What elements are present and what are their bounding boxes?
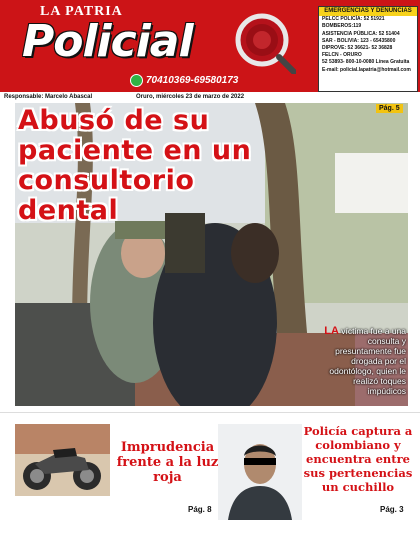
emergency-line: E-mail: policial.lapatria@hotmail.com (322, 66, 411, 73)
story-right-headline: Policía captura a colombiano y encuentra entre sus pertenencias un cuchillo (303, 424, 413, 494)
suspect-photo (218, 424, 302, 520)
story-left-page: Pág. 8 (188, 505, 212, 514)
info-bar (0, 92, 420, 103)
story-right-page: Pág. 3 (380, 505, 404, 514)
main-headline: Abusó de su paciente en un consultorio dental (18, 105, 252, 226)
magnifying-glass-icon (232, 10, 296, 74)
emergency-line: SAR - BOLIVIA: 123 - 65435800 (322, 37, 396, 44)
whatsapp-icon (130, 74, 143, 87)
emergency-line: BOMBEROS:119 (322, 23, 362, 30)
brand-logo-text: Policial (22, 16, 193, 67)
main-page-badge: Pág. 5 (376, 104, 403, 113)
responsible-label: Responsable: Marcelo Abascal (4, 94, 93, 100)
photo-caption (324, 326, 406, 396)
caption-lead: LA (324, 325, 339, 337)
emergency-line: DIPROVE: 52 36621- 52 36828 (322, 45, 393, 52)
emergency-line: 52 53893- 800-10-0080 Línea Gratuita (322, 59, 410, 66)
phone-text: 70410369-69580173 (146, 75, 239, 86)
phone-number (130, 74, 238, 87)
emergency-heading: EMERGENCIAS Y DENUNCIAS (319, 7, 417, 16)
emergency-line: PELCC POLICÍA: 52 51921 (322, 16, 385, 23)
emergency-contacts-box (318, 6, 418, 92)
story-left-headline: Imprudencia frente a la luz roja (116, 440, 219, 485)
masthead (0, 0, 420, 92)
issue-date: Oruro, miércoles 23 de marzo de 2022 (136, 94, 245, 100)
emergency-line: FELCN - ORURO (322, 52, 362, 59)
emergency-line: ASISTENCIA PÚBLICA: 52 51404 (322, 30, 400, 37)
motorcycle-photo (15, 424, 110, 496)
caption-text: víctima fue a una consulta y presuntamente fue drogada por el odontólogo, quien le realizó toques impúdicos (329, 326, 406, 396)
brand-top-label: LA PATRIA (40, 4, 123, 19)
